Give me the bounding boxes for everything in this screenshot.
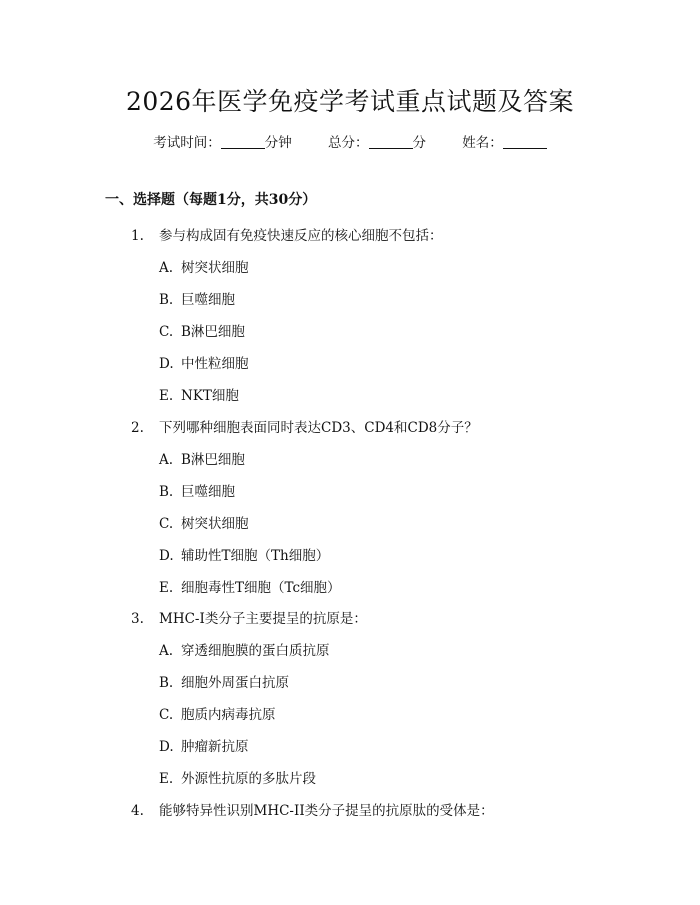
question-number: 4. <box>131 803 144 819</box>
question-number: 1. <box>131 228 144 244</box>
option-text: 外源性抗原的多肽片段 <box>181 771 316 787</box>
document-title: 2026年医学免疫学考试重点试题及答案 <box>125 87 575 116</box>
option-2d <box>159 544 329 564</box>
option-label: C. <box>159 707 174 723</box>
question-text: 能够特异性识别MHC-II类分子提呈的抗原肽的受体是： <box>159 803 494 819</box>
name-label: 姓名： <box>462 135 503 151</box>
option-1b <box>159 288 235 308</box>
option-2c <box>159 512 249 532</box>
option-1e <box>159 384 239 404</box>
option-label: A. <box>159 643 174 659</box>
exam-time-field <box>153 135 296 151</box>
option-text: B淋巴细胞 <box>181 452 245 468</box>
exam-time-label: 考试时间： <box>153 135 221 151</box>
option-label: B. <box>159 292 174 308</box>
option-label: C. <box>159 516 174 532</box>
option-text: 中性粒细胞 <box>181 356 249 372</box>
question-3 <box>131 607 367 627</box>
total-score-label: 总分： <box>328 135 369 151</box>
option-text: 肿瘤新抗原 <box>181 739 249 755</box>
question-number: 3. <box>131 611 144 627</box>
option-label: A. <box>159 260 174 276</box>
option-1a <box>159 256 249 276</box>
question-text: 下列哪种细胞表面同时表达CD3、CD4和CD8分子？ <box>159 420 478 436</box>
question-text: 参与构成固有免疫快速反应的核心细胞不包括： <box>159 228 443 244</box>
option-2a <box>159 448 245 468</box>
option-3a <box>159 639 330 659</box>
option-text: 细胞外周蛋白抗原 <box>181 675 289 691</box>
option-label: E. <box>159 580 174 596</box>
option-label: D. <box>159 548 174 564</box>
exam-time-unit: 分钟 <box>264 135 292 151</box>
option-1c <box>159 320 245 340</box>
option-text: 穿透细胞膜的蛋白质抗原 <box>181 643 330 659</box>
option-text: 树突状细胞 <box>181 516 249 532</box>
total-score-unit: 分 <box>412 135 426 151</box>
option-text: NKT细胞 <box>181 388 239 404</box>
option-3e <box>159 767 316 787</box>
section-heading: 一、选择题（每题1分，共30分） <box>105 192 317 208</box>
option-3d <box>159 735 249 755</box>
name-field <box>462 135 547 151</box>
total-score-blank <box>369 136 413 149</box>
question-4 <box>131 799 494 819</box>
option-3b <box>159 671 289 691</box>
option-text: 树突状细胞 <box>181 260 249 276</box>
question-1 <box>131 224 443 244</box>
option-label: B. <box>159 675 174 691</box>
option-text: 辅助性T细胞（Th细胞） <box>181 548 330 564</box>
option-label: A. <box>159 452 174 468</box>
option-label: B. <box>159 484 174 500</box>
option-3c <box>159 703 276 723</box>
option-2b <box>159 480 235 500</box>
option-text: 巨噬细胞 <box>181 292 235 308</box>
option-text: 细胞毒性T细胞（Tc细胞） <box>181 580 341 596</box>
option-label: D. <box>159 739 174 755</box>
option-label: D. <box>159 356 174 372</box>
option-label: E. <box>159 771 174 787</box>
exam-time-blank <box>221 136 265 149</box>
option-text: B淋巴细胞 <box>181 324 245 340</box>
option-label: E. <box>159 388 174 404</box>
option-label: C. <box>159 324 174 340</box>
exam-meta-line <box>0 131 700 151</box>
name-blank <box>503 136 547 149</box>
question-text: MHC-I类分子主要提呈的抗原是： <box>159 611 367 627</box>
total-score-field <box>328 135 430 151</box>
option-1d <box>159 352 249 372</box>
question-2 <box>131 416 478 436</box>
question-number: 2. <box>131 420 144 436</box>
option-text: 巨噬细胞 <box>181 484 235 500</box>
option-2e <box>159 576 341 596</box>
option-text: 胞质内病毒抗原 <box>181 707 276 723</box>
